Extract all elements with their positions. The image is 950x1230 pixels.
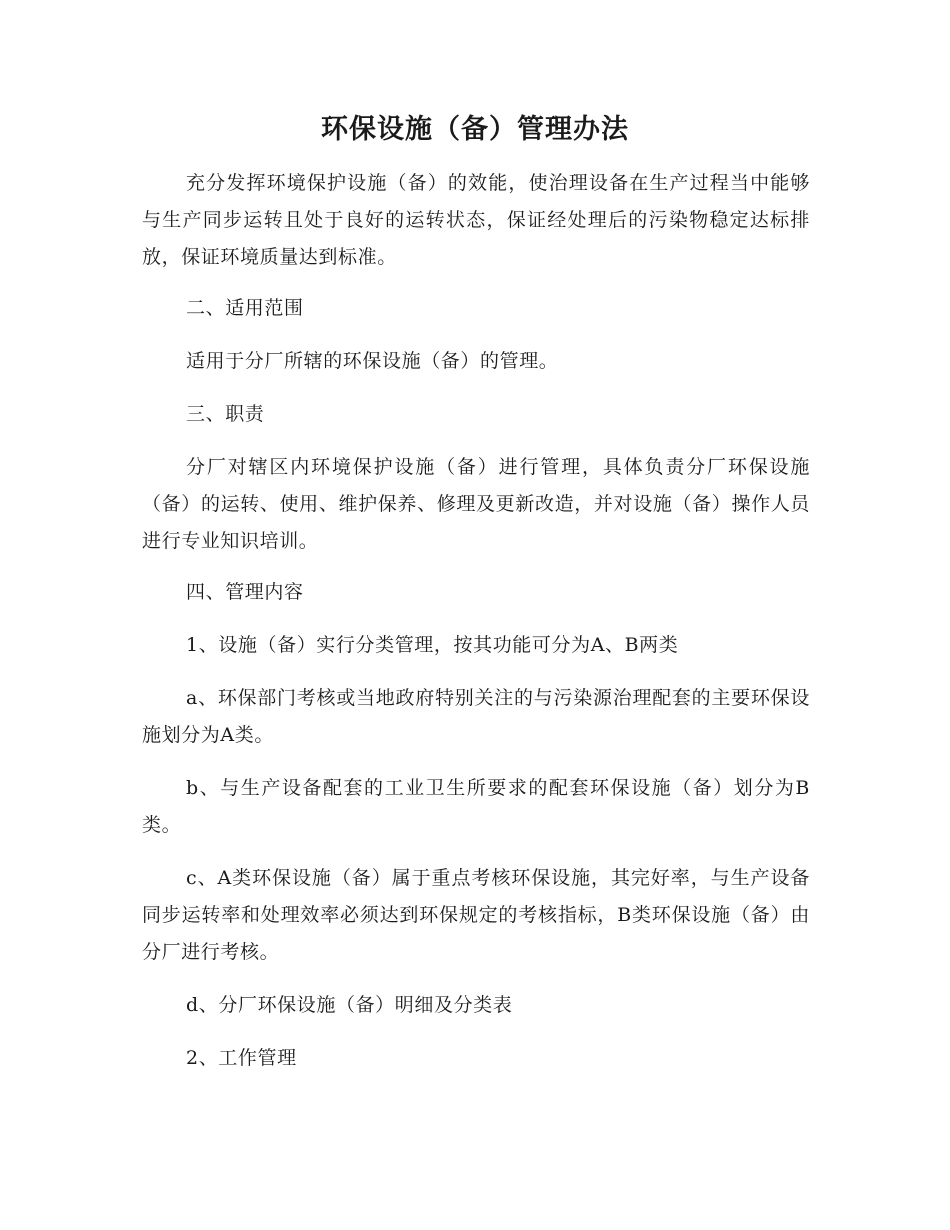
heading-work-management: 2、工作管理 (186, 1047, 297, 1069)
heading-duties: 三、职责 (186, 403, 265, 425)
paragraph-scope: 适用于分厂所辖的环保设施（备）的管理。 (186, 350, 559, 372)
paragraph-item-a: a、环保部门考核或当地政府特别关注的与污染源治理配套的主要环保设施划分为A类。 (142, 687, 810, 746)
paragraph-duties: 分厂对辖区内环境保护设施（备）进行管理，具体负责分厂环保设施（备）的运转、使用、维护保养、修理及更新改造，并对设施（备）操作人员进行专业知识培训。 (142, 456, 810, 552)
paragraph-classification: 1、设施（备）实行分类管理，按其功能可分为A、B两类 (186, 634, 679, 656)
heading-management-content: 四、管理内容 (186, 581, 304, 603)
paragraph-item-b: b、与生产设备配套的工业卫生所要求的配套环保设施（备）划分为B类。 (142, 777, 810, 836)
heading-scope: 二、适用范围 (186, 297, 304, 319)
paragraph-item-d: d、分厂环保设施（备）明细及分类表 (186, 994, 513, 1016)
paragraph-purpose: 充分发挥环境保护设施（备）的效能，使治理设备在生产过程当中能够与生产同步运转且处于良好的运转状态，保证经处理后的污染物稳定达标排放，保证环境质量达到标准。 (142, 172, 810, 268)
document-title: 环保设施（备）管理办法 (321, 114, 629, 145)
paragraph-item-c: c、A类环保设施（备）属于重点考核环保设施，其完好率，与生产设备同步运转率和处理效率必须达到环保规定的考核指标，B类环保设施（备）由分厂进行考核。 (142, 867, 810, 963)
